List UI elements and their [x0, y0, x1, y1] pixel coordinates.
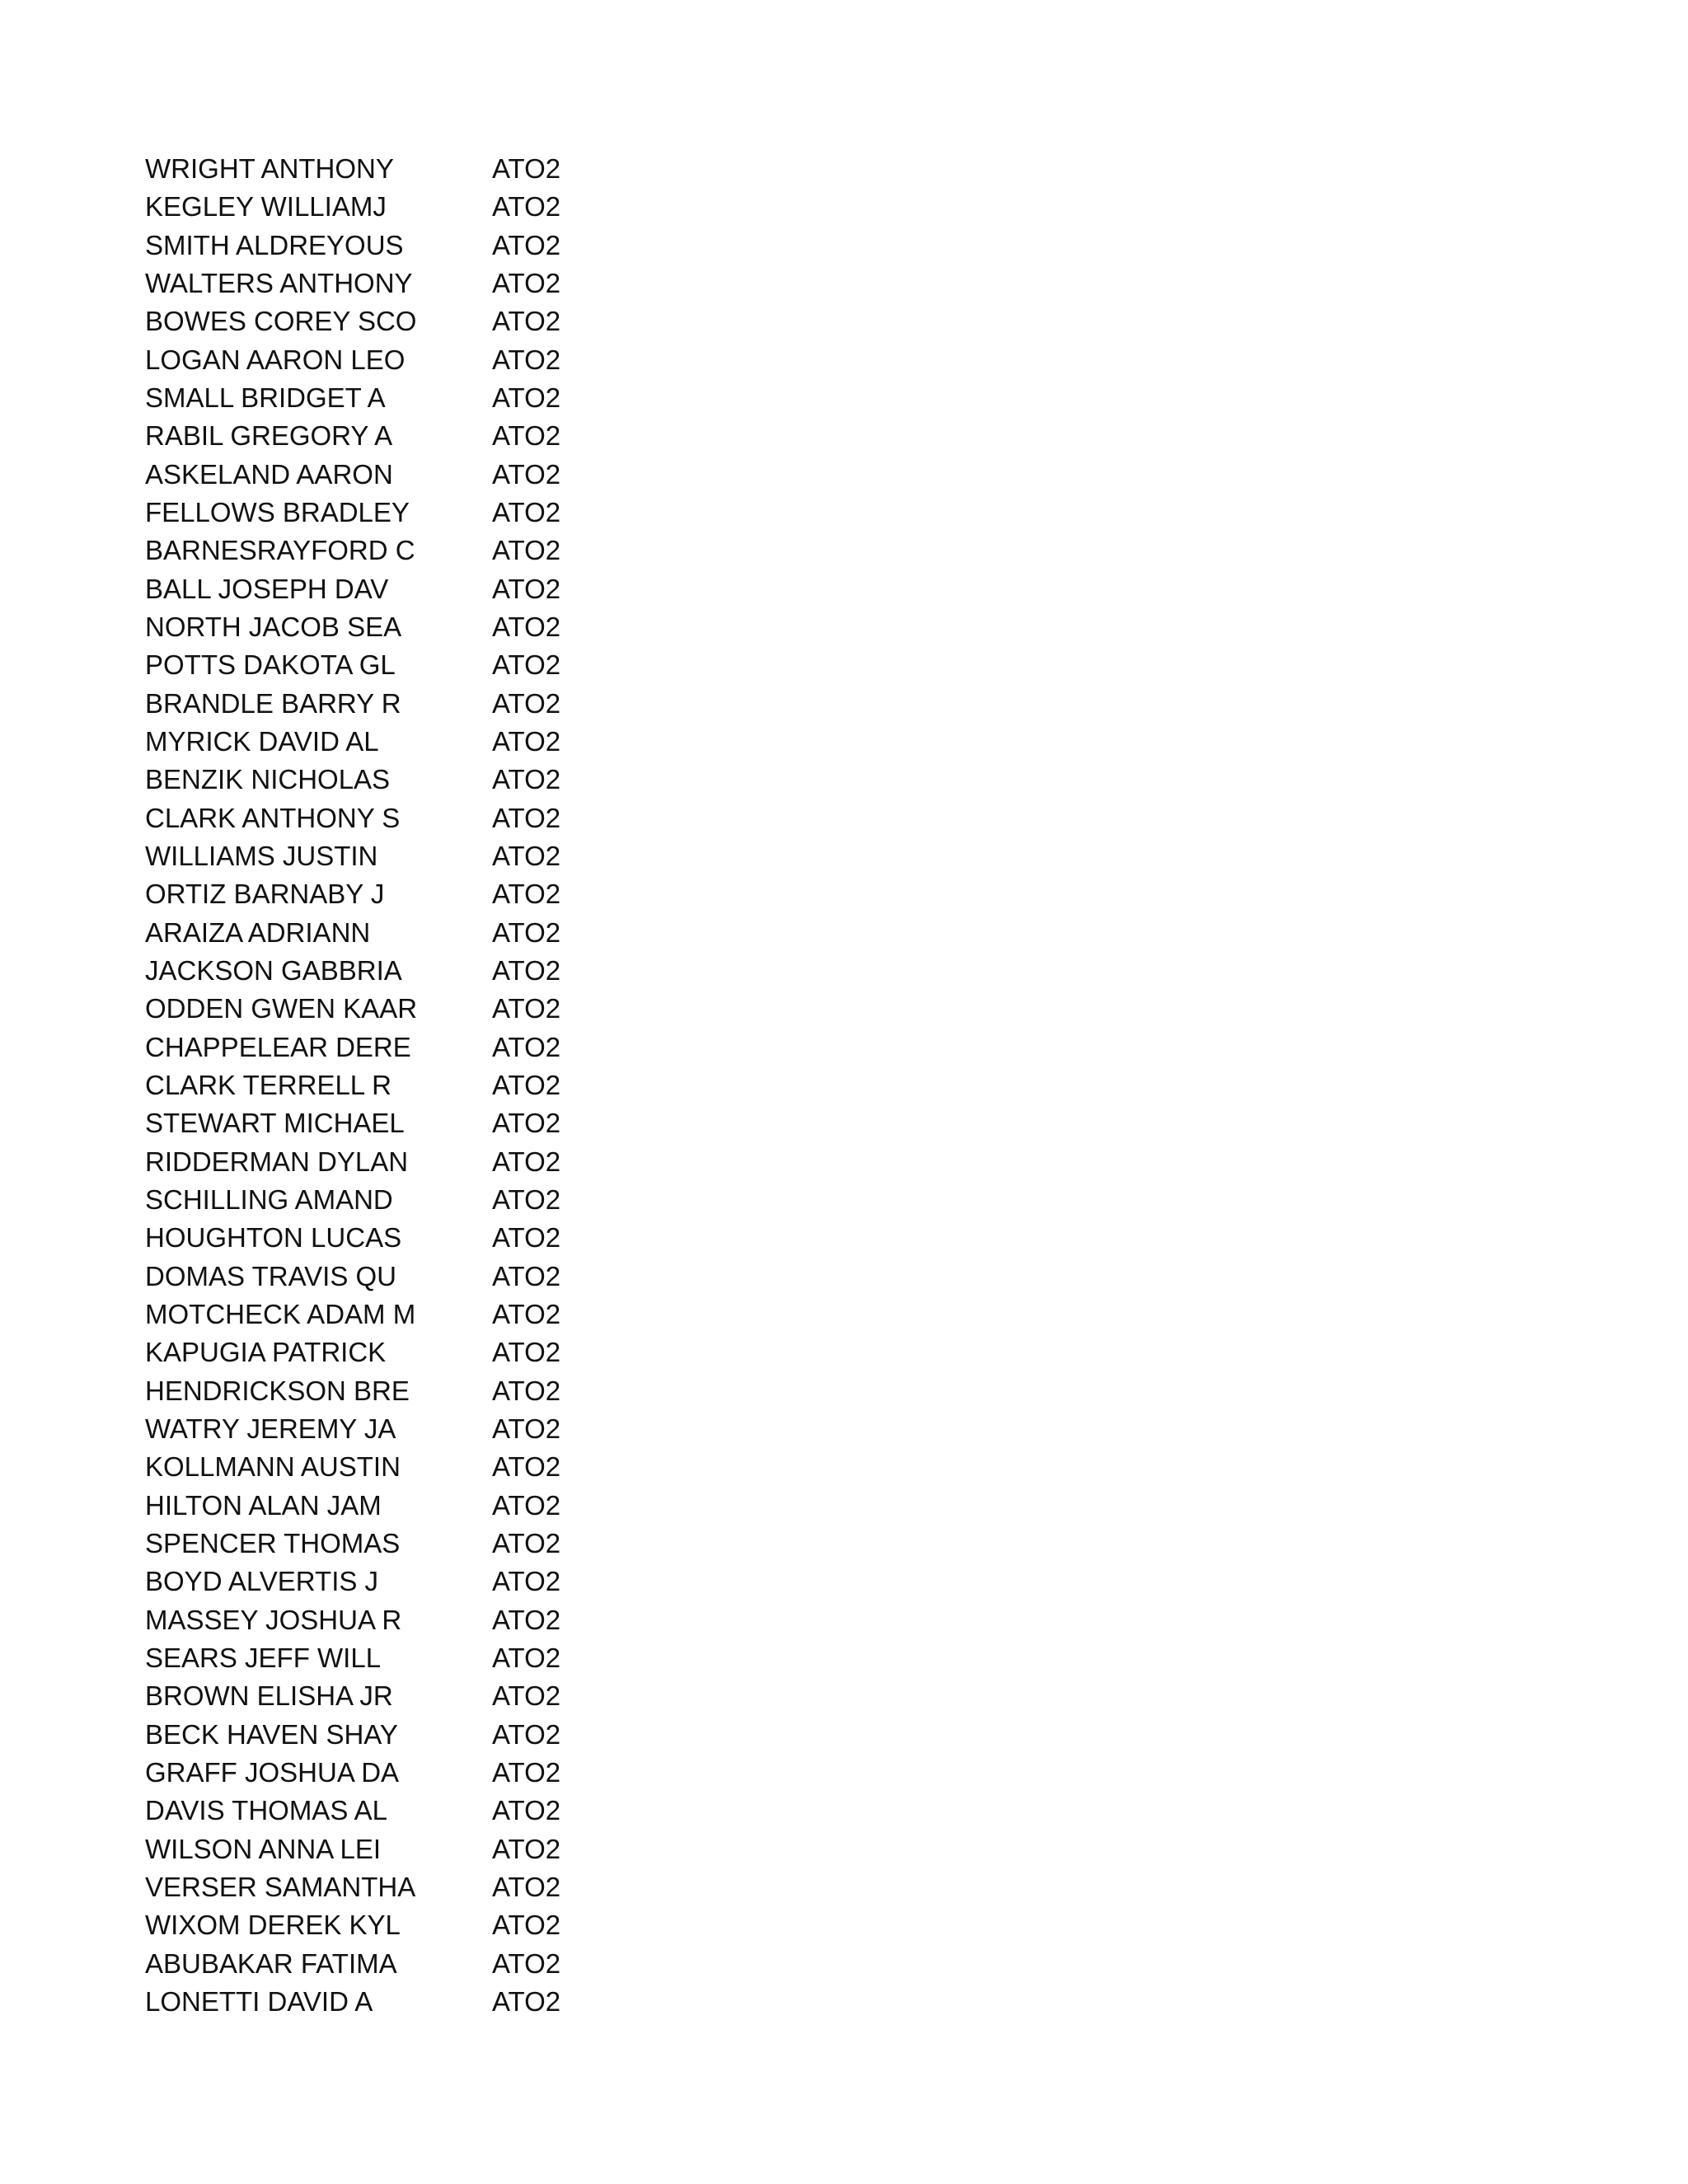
roster-row	[145, 188, 738, 226]
roster-name: FELLOWS BRADLEY	[145, 497, 410, 528]
roster-name: ARAIZA ADRIANN	[145, 916, 371, 948]
roster-name: VERSER SAMANTHA	[145, 1871, 416, 1902]
roster-row	[145, 532, 738, 569]
roster-code: ATO2	[492, 1451, 561, 1483]
roster-name: MASSEY JOSHUA R	[145, 1604, 402, 1635]
roster-code: ATO2	[492, 916, 561, 948]
roster-name: BALL JOSEPH DAV	[145, 573, 389, 604]
roster-name: BOWES COREY SCO	[145, 306, 417, 337]
roster-name: SCHILLING AMAND	[145, 1184, 393, 1216]
roster-name: STEWART MICHAEL	[145, 1108, 405, 1139]
roster-name: JACKSON GABBRIA	[145, 955, 402, 987]
roster-code: ATO2	[492, 1566, 561, 1597]
roster-code: ATO2	[492, 1146, 561, 1177]
roster-code: ATO2	[492, 1795, 561, 1826]
roster-row	[145, 1372, 738, 1410]
roster-name: KEGLEY WILLIAMJ	[145, 191, 387, 223]
roster-code: ATO2	[492, 1031, 561, 1062]
roster-name: SMALL BRIDGET A	[145, 382, 386, 414]
roster-code: ATO2	[492, 344, 561, 375]
roster-code: ATO2	[492, 841, 561, 872]
roster-row	[145, 1219, 738, 1257]
roster-code: ATO2	[492, 687, 561, 719]
roster-name: BARNESRAYFORD C	[145, 535, 415, 566]
roster-code: ATO2	[492, 993, 561, 1024]
roster-name: SEARS JEFF WILL	[145, 1642, 382, 1673]
roster-name: RIDDERMAN DYLAN	[145, 1146, 409, 1177]
roster-name: WRIGHT ANTHONY	[145, 153, 394, 185]
roster-name: KAPUGIA PATRICK	[145, 1337, 387, 1368]
roster-row	[145, 1258, 738, 1296]
roster-row	[145, 1983, 738, 2021]
roster-row	[145, 1906, 738, 1944]
roster-code: ATO2	[492, 1527, 561, 1558]
roster-row	[145, 494, 738, 532]
roster-name: WIXOM DEREK KYL	[145, 1910, 401, 1941]
roster-name: GRAFF JOSHUA DA	[145, 1756, 400, 1788]
roster-code: ATO2	[492, 497, 561, 528]
roster-code: ATO2	[492, 1756, 561, 1788]
roster-row	[145, 1104, 738, 1142]
roster-code: ATO2	[492, 535, 561, 566]
roster-row	[145, 417, 738, 455]
roster-code: ATO2	[492, 726, 561, 757]
roster-row	[145, 990, 738, 1028]
roster-row	[145, 227, 738, 265]
roster-row	[145, 379, 738, 417]
roster-row	[145, 1029, 738, 1066]
roster-code: ATO2	[492, 802, 561, 833]
roster-code: ATO2	[492, 1871, 561, 1902]
roster-name: DAVIS THOMAS AL	[145, 1795, 388, 1826]
roster-code: ATO2	[492, 1833, 561, 1864]
roster-row	[145, 456, 738, 494]
roster-name: RABIL GREGORY A	[145, 420, 393, 452]
roster-code: ATO2	[492, 764, 561, 795]
roster-row	[145, 1754, 738, 1792]
roster-row	[145, 914, 738, 952]
roster-code: ATO2	[492, 649, 561, 681]
roster-name: BRANDLE BARRY R	[145, 687, 401, 719]
roster-name: ORTIZ BARNABY J	[145, 879, 385, 910]
roster-code: ATO2	[492, 1680, 561, 1712]
roster-row	[145, 1333, 738, 1371]
roster-code: ATO2	[492, 879, 561, 910]
roster-code: ATO2	[492, 1337, 561, 1368]
roster-code: ATO2	[492, 1184, 561, 1216]
roster-code: ATO2	[492, 1642, 561, 1673]
roster-name: HOUGHTON LUCAS	[145, 1222, 402, 1254]
roster-name: BROWN ELISHA JR	[145, 1680, 393, 1712]
roster-row	[145, 1792, 738, 1830]
roster-name: BECK HAVEN SHAY	[145, 1718, 398, 1750]
roster-name: CHAPPELEAR DERE	[145, 1031, 411, 1062]
roster-name: ABUBAKAR FATIMA	[145, 1947, 397, 1979]
roster-name: WILLIAMS JUSTIN	[145, 841, 378, 872]
roster-row	[145, 837, 738, 875]
roster-row	[145, 1868, 738, 1906]
roster-code: ATO2	[492, 229, 561, 260]
roster-row	[145, 1143, 738, 1181]
roster-name: DOMAS TRAVIS QU	[145, 1260, 396, 1291]
roster-row	[145, 1944, 738, 1982]
roster-row	[145, 799, 738, 837]
roster-code: ATO2	[492, 382, 561, 414]
roster-code: ATO2	[492, 1985, 561, 2017]
roster-code: ATO2	[492, 1604, 561, 1635]
roster-row	[145, 150, 738, 188]
roster-code: ATO2	[492, 1489, 561, 1521]
roster-name: CLARK TERRELL R	[145, 1070, 392, 1101]
roster-name: LONETTI DAVID A	[145, 1985, 373, 2017]
roster-code: ATO2	[492, 268, 561, 299]
roster-code: ATO2	[492, 955, 561, 987]
roster-row	[145, 341, 738, 379]
roster-code: ATO2	[492, 153, 561, 185]
roster-name: ASKELAND AARON	[145, 458, 393, 490]
roster-row	[145, 1296, 738, 1333]
roster-name: SMITH ALDREYOUS	[145, 229, 404, 260]
roster-code: ATO2	[492, 458, 561, 490]
roster-code: ATO2	[492, 1413, 561, 1444]
roster-name: HENDRICKSON BRE	[145, 1375, 410, 1406]
roster-row	[145, 1066, 738, 1104]
roster-row	[145, 302, 738, 340]
roster-code: ATO2	[492, 1108, 561, 1139]
roster-name: WILSON ANNA LEI	[145, 1833, 382, 1864]
roster-code: ATO2	[492, 1299, 561, 1329]
roster-name: ODDEN GWEN KAAR	[145, 993, 418, 1024]
roster-row	[145, 1601, 738, 1638]
roster-row	[145, 723, 738, 761]
roster-name: LOGAN AARON LEO	[145, 344, 406, 375]
roster-row	[145, 265, 738, 302]
roster-row	[145, 761, 738, 799]
roster-row	[145, 685, 738, 723]
roster-row	[145, 570, 738, 608]
roster-code: ATO2	[492, 1375, 561, 1406]
roster-row	[145, 1639, 738, 1677]
roster-name: NORTH JACOB SEA	[145, 612, 402, 643]
roster-row	[145, 1563, 738, 1601]
roster-name: WALTERS ANTHONY	[145, 268, 413, 299]
roster-code: ATO2	[492, 191, 561, 223]
roster-row	[145, 875, 738, 913]
roster-code: ATO2	[492, 1947, 561, 1979]
roster-row	[145, 646, 738, 684]
roster-name: HILTON ALAN JAM	[145, 1489, 382, 1521]
roster-code: ATO2	[492, 1222, 561, 1254]
roster-row	[145, 1677, 738, 1715]
roster-name: POTTS DAKOTA GL	[145, 649, 396, 681]
roster-code: ATO2	[492, 1910, 561, 1941]
roster-code: ATO2	[492, 420, 561, 452]
roster-row	[145, 1525, 738, 1563]
roster-row	[145, 1181, 738, 1219]
roster-row	[145, 1715, 738, 1753]
roster-name: BENZIK NICHOLAS	[145, 764, 391, 795]
roster-code: ATO2	[492, 1260, 561, 1291]
roster-name: MOTCHECK ADAM M	[145, 1299, 416, 1329]
roster-name: BOYD ALVERTIS J	[145, 1566, 379, 1597]
roster-code: ATO2	[492, 306, 561, 337]
roster-row	[145, 1486, 738, 1524]
roster-row	[145, 608, 738, 646]
roster-name: MYRICK DAVID AL	[145, 726, 379, 757]
roster-name: WATRY JEREMY JA	[145, 1413, 396, 1444]
roster-code: ATO2	[492, 612, 561, 643]
roster-code: ATO2	[492, 1070, 561, 1101]
roster-name: KOLLMANN AUSTIN	[145, 1451, 401, 1483]
roster-name: SPENCER THOMAS	[145, 1527, 401, 1558]
roster-name: CLARK ANTHONY S	[145, 802, 401, 833]
roster-code: ATO2	[492, 573, 561, 604]
roster-list	[145, 150, 738, 2021]
roster-row	[145, 952, 738, 990]
roster-row	[145, 1448, 738, 1486]
roster-row	[145, 1830, 738, 1868]
roster-code: ATO2	[492, 1718, 561, 1750]
roster-row	[145, 1410, 738, 1448]
